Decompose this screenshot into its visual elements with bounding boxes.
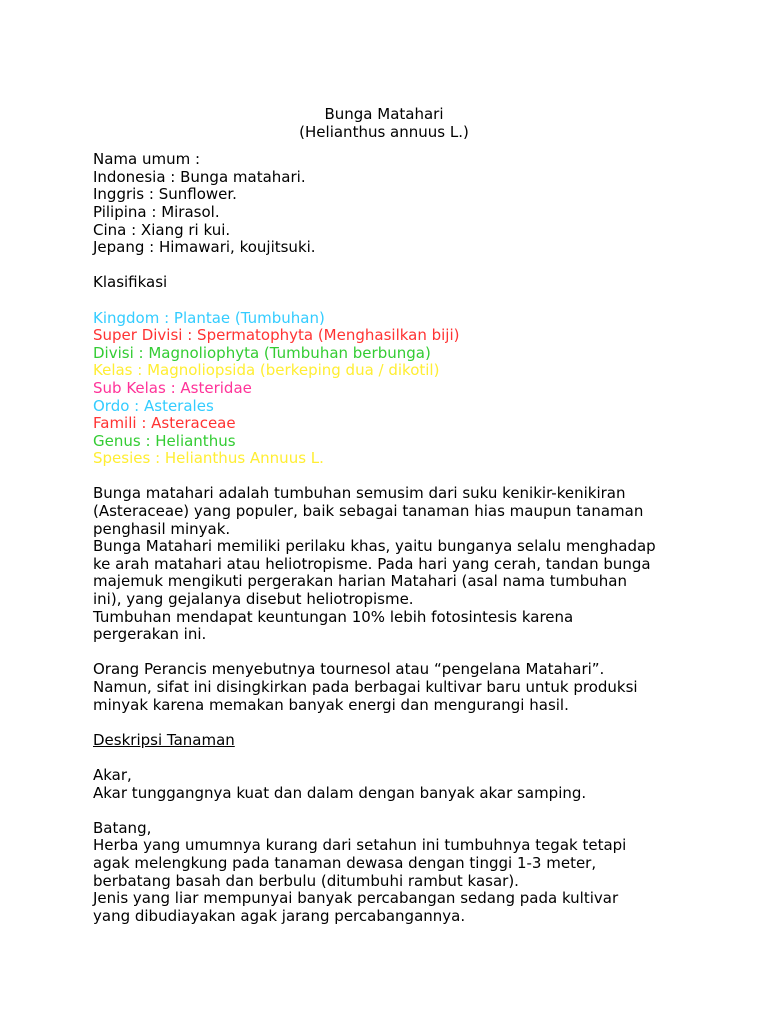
klasifikasi-spesies: Spesies : Helianthus Annuus L. — [93, 449, 324, 468]
nama-umum-item: Cina : Xiang ri kui. — [93, 220, 231, 239]
paragraph-line: Orang Perancis menyebutnya tournesol atau “pengelana Matahari”. — [93, 660, 605, 679]
title-block — [93, 106, 675, 141]
klasifikasi-super-divisi: Super Divisi : Spermatophyta (Menghasilkan biji) — [93, 326, 460, 345]
paragraph-line: Akar tunggangnya kuat dan dalam dengan banyak akar samping. — [93, 783, 587, 802]
klasifikasi-ordo: Ordo : Asterales — [93, 396, 214, 415]
document-subtitle: (Helianthus annuus L.) — [299, 122, 469, 141]
nama-umum-item: Jepang : Himawari, koujitsuki. — [93, 238, 316, 257]
paragraph-line: Herba yang umumnya kurang dari setahun ini tumbuhnya tegak tetapi — [93, 836, 627, 855]
nama-umum-heading: Nama umum : — [93, 150, 201, 169]
nama-umum-item: Indonesia : Bunga matahari. — [93, 167, 306, 186]
batang-heading: Batang, — [93, 818, 152, 837]
akar-heading: Akar, — [93, 765, 132, 784]
klasifikasi-divisi: Divisi : Magnoliophyta (Tumbuhan berbunga) — [93, 343, 431, 362]
klasifikasi-genus: Genus : Helianthus — [93, 431, 236, 450]
paragraph-line: berbatang basah dan berbulu (ditumbuhi rambut kasar). — [93, 871, 519, 890]
paragraph-line: Tumbuhan mendapat keuntungan 10% lebih fotosintesis karena — [93, 607, 574, 626]
paragraph-line: (Asteraceae) yang populer, baik sebagai tanaman hias maupun tanaman — [93, 502, 644, 521]
batang-section — [93, 820, 713, 926]
paragraph-line: pergerakan ini. — [93, 625, 207, 644]
paragraph-tournesol — [93, 661, 713, 714]
klasifikasi-heading: Klasifikasi — [93, 273, 168, 292]
paragraph-line: Bunga matahari adalah tumbuhan semusim dari suku kenikir-kenikiran — [93, 484, 626, 503]
klasifikasi-sub-kelas: Sub Kelas : Asteridae — [93, 378, 252, 397]
paragraph-line: minyak karena memakan banyak energi dan mengurangi hasil. — [93, 695, 569, 714]
paragraph-intro — [93, 485, 713, 643]
paragraph-line: yang dibudiayakan agak jarang percabangannya. — [93, 906, 466, 925]
nama-umum-section — [93, 151, 713, 257]
nama-umum-item: Inggris : Sunflower. — [93, 185, 237, 204]
document-title: Bunga Matahari — [324, 105, 444, 123]
paragraph-line: Jenis yang liar mempunyai banyak percabangan sedang pada kultivar — [93, 889, 619, 908]
klasifikasi-section — [93, 274, 713, 468]
paragraph-line: Namun, sifat ini disingkirkan pada berbagai kultivar baru untuk produksi — [93, 678, 638, 696]
paragraph-line: agak melengkung pada tanaman dewasa dengan tinggi 1-3 meter, — [93, 853, 597, 872]
akar-section — [93, 767, 713, 802]
paragraph-line: ini), yang gejalanya disebut heliotropisme. — [93, 590, 414, 609]
klasifikasi-famili: Famili : Asteraceae — [93, 414, 236, 433]
paragraph-line: penghasil minyak. — [93, 519, 231, 538]
paragraph-line: Bunga Matahari memiliki perilaku khas, yaitu bunganya selalu menghadap — [93, 537, 656, 556]
document-page — [93, 106, 713, 925]
paragraph-line: majemuk mengikuti pergerakan harian Matahari (asal nama tumbuhan — [93, 572, 628, 591]
klasifikasi-kelas: Kelas : Magnoliopsida (berkeping dua / dikotil) — [93, 361, 440, 380]
deskripsi-heading: Deskripsi Tanaman — [93, 730, 235, 749]
paragraph-line: ke arah matahari atau heliotropisme. Pada hari yang cerah, tandan bunga — [93, 554, 651, 573]
nama-umum-item: Pilipina : Mirasol. — [93, 202, 220, 221]
klasifikasi-kingdom: Kingdom : Plantae (Tumbuhan) — [93, 308, 325, 327]
